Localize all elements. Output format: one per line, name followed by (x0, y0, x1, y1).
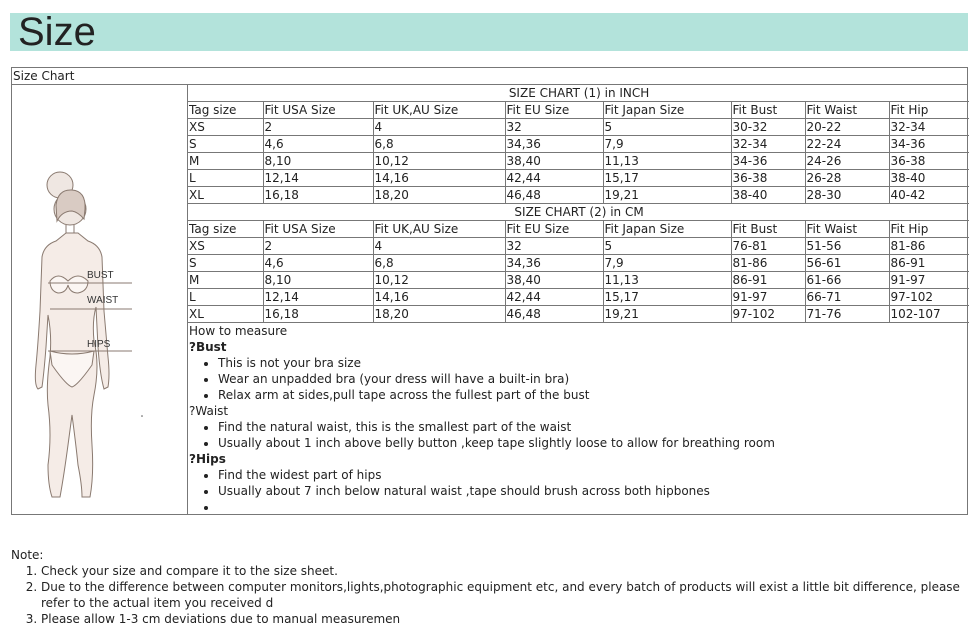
size-chart-table (11, 67, 968, 515)
table-cell: 91-97 (889, 272, 969, 289)
note-item: 1. Check your size and compare it to the size sheet. (41, 563, 971, 579)
table-cell: 32-34 (889, 119, 969, 136)
table-cell: 91-97 (731, 289, 805, 306)
list-item: • Find the natural waist, this is the smallest part of the waist (218, 419, 967, 435)
table-caption: SIZE CHART (1) in INCH (188, 85, 969, 102)
table-cell: 86-91 (889, 255, 969, 272)
table-cell: 81-86 (731, 255, 805, 272)
table-cell: 32-34 (731, 136, 805, 153)
hips-heading: ?Hips (189, 452, 226, 466)
table-cell: 32 (505, 119, 603, 136)
table-cell: 28-30 (805, 187, 889, 204)
table-cell: L (188, 170, 263, 187)
table-cell: 71-76 (805, 306, 889, 323)
note-section (11, 547, 971, 627)
table-cell: 16,18 (263, 306, 373, 323)
table-cell: XS (188, 238, 263, 255)
table-row (188, 272, 969, 289)
column-header: Fit Bust (731, 102, 805, 119)
table-cell: 34-36 (889, 136, 969, 153)
table-cell: M (188, 272, 263, 289)
table-row (188, 289, 969, 306)
table-cell: 12,14 (263, 170, 373, 187)
table-caption: SIZE CHART (2) in CM (188, 204, 969, 221)
table-cell: 6,8 (373, 255, 505, 272)
column-header: Fit Waist (805, 102, 889, 119)
table-cell: 51-56 (805, 238, 889, 255)
table-cell: S (188, 136, 263, 153)
column-header: Fit Waist (805, 221, 889, 238)
column-header: Fit USA Size (263, 221, 373, 238)
table-cell: 34-36 (731, 153, 805, 170)
table-header-row (188, 102, 969, 119)
list-item (218, 499, 967, 515)
table-cell: 19,21 (603, 306, 731, 323)
size-tables-cell (188, 85, 967, 514)
measurement-figure-cell (12, 85, 188, 514)
table-cell: 8,10 (263, 272, 373, 289)
table-cell: 56-61 (805, 255, 889, 272)
column-header: Fit Japan Size (603, 102, 731, 119)
table-cell: 76-81 (731, 238, 805, 255)
table-cell: M (188, 153, 263, 170)
table-cell: 97-102 (889, 289, 969, 306)
size-table (188, 85, 969, 323)
table-cell: 38-40 (731, 187, 805, 204)
table-cell: 34,36 (505, 136, 603, 153)
table-cell: 22-24 (805, 136, 889, 153)
table-cell: 4 (373, 238, 505, 255)
table-cell: 102-107 (889, 306, 969, 323)
table-cell: 2 (263, 119, 373, 136)
table-cell: 42,44 (505, 289, 603, 306)
table-cell: 16,18 (263, 187, 373, 204)
table-cell: 26-28 (805, 170, 889, 187)
column-header: Fit Hip (889, 221, 969, 238)
table-cell: 2 (263, 238, 373, 255)
table-cell: 15,17 (603, 170, 731, 187)
table-cell: 14,16 (373, 170, 505, 187)
table-cell: 8,10 (263, 153, 373, 170)
table-cell: 46,48 (505, 306, 603, 323)
table-row (188, 136, 969, 153)
column-header: Fit Hip (889, 102, 969, 119)
table-cell: 34,36 (505, 255, 603, 272)
column-header: Fit UK,AU Size (373, 221, 505, 238)
column-header: Fit UK,AU Size (373, 102, 505, 119)
column-header: Fit USA Size (263, 102, 373, 119)
table-row (188, 255, 969, 272)
table-row (188, 187, 969, 204)
table-header-row (188, 221, 969, 238)
table-row (188, 119, 969, 136)
table-cell: 46,48 (505, 187, 603, 204)
body-measurement-illustration (12, 85, 187, 514)
column-header: Fit EU Size (505, 221, 603, 238)
table-cell: XL (188, 306, 263, 323)
table-cell: 36-38 (889, 153, 969, 170)
table-cell: 10,12 (373, 272, 505, 289)
table-cell: 4,6 (263, 136, 373, 153)
table-row (188, 306, 969, 323)
list-item: • Find the widest part of hips (218, 467, 967, 483)
table-cell: 4 (373, 119, 505, 136)
list-item: • This is not your bra size (218, 355, 967, 371)
table-cell: 61-66 (805, 272, 889, 289)
table-cell: XL (188, 187, 263, 204)
note-item: 3. Please allow 1-3 cm deviations due to manual measuremen (41, 611, 971, 627)
page-title: Size (18, 10, 96, 54)
table-cell: 4,6 (263, 255, 373, 272)
column-header: Fit EU Size (505, 102, 603, 119)
table-cell: 18,20 (373, 306, 505, 323)
table-cell: 12,14 (263, 289, 373, 306)
table-cell: 38-40 (889, 170, 969, 187)
table-cell: 11,13 (603, 153, 731, 170)
table-cell: 81-86 (889, 238, 969, 255)
table-cell: 38,40 (505, 272, 603, 289)
table-cell: 30-32 (731, 119, 805, 136)
waist-instructions (188, 419, 967, 451)
column-header: Tag size (188, 102, 263, 119)
table-cell: S (188, 255, 263, 272)
note-list (11, 563, 971, 627)
list-item: • Usually about 1 inch above belly button ,keep tape slightly loose to allow for breathing room (218, 435, 967, 451)
table-cell: 7,9 (603, 255, 731, 272)
bust-instructions (188, 355, 967, 403)
table-row (188, 170, 969, 187)
table-cell: 10,12 (373, 153, 505, 170)
how-to-measure-section (188, 323, 967, 515)
table-cell: 5 (603, 119, 731, 136)
table-cell: L (188, 289, 263, 306)
table-cell: 97-102 (731, 306, 805, 323)
hips-label: HIPS (87, 339, 111, 350)
note-item: 2. Due to the difference between computer monitors,lights,photographic equipment etc, and every batch of products will exist a little bit difference, please refer to the actual item you received d (41, 579, 971, 611)
table-cell: 42,44 (505, 170, 603, 187)
table-cell: XS (188, 119, 263, 136)
list-item: • Wear an unpadded bra (your dress will have a built-in bra) (218, 371, 967, 387)
title-banner (10, 10, 968, 54)
table-cell: 36-38 (731, 170, 805, 187)
table-cell: 40-42 (889, 187, 969, 204)
waist-label: WAIST (87, 295, 119, 306)
bust-heading: ?Bust (189, 340, 227, 354)
table-cell: 11,13 (603, 272, 731, 289)
table-caption-row (188, 85, 969, 102)
column-header: Fit Japan Size (603, 221, 731, 238)
bust-label: BUST (87, 270, 114, 281)
table-cell: 6,8 (373, 136, 505, 153)
table-caption-row (188, 204, 969, 221)
table-cell: 18,20 (373, 187, 505, 204)
table-cell: 66-71 (805, 289, 889, 306)
table-cell: 38,40 (505, 153, 603, 170)
list-item: • Relax arm at sides,pull tape across the fullest part of the bust (218, 387, 967, 403)
head-figure (47, 172, 86, 235)
table-row (188, 238, 969, 255)
table-row (188, 153, 969, 170)
size-table-body (188, 85, 969, 323)
table-cell: 24-26 (805, 153, 889, 170)
table-cell: 86-91 (731, 272, 805, 289)
table-cell: 14,16 (373, 289, 505, 306)
how-to-measure-title: How to measure (189, 324, 288, 338)
table-cell: 32 (505, 238, 603, 255)
table-cell: 19,21 (603, 187, 731, 204)
list-item: • Usually about 7 inch below natural waist ,tape should brush across both hipbones (218, 483, 967, 499)
table-cell: 15,17 (603, 289, 731, 306)
size-chart-caption: Size Chart (12, 68, 968, 85)
table-cell: 5 (603, 238, 731, 255)
waist-heading: ?Waist (189, 404, 229, 418)
column-header: Fit Bust (731, 221, 805, 238)
note-label: Note: (11, 548, 44, 562)
column-header: Tag size (188, 221, 263, 238)
hips-instructions (188, 467, 967, 515)
table-cell: 20-22 (805, 119, 889, 136)
table-cell: 7,9 (603, 136, 731, 153)
